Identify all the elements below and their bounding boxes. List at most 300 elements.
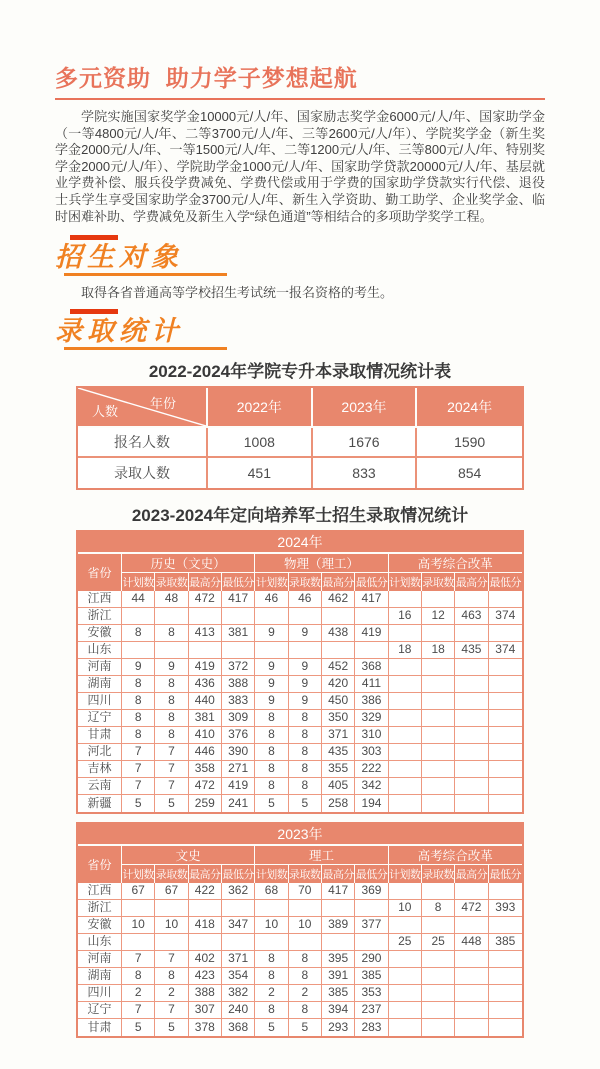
group-header: 理工 <box>255 846 388 865</box>
orange-underline <box>64 347 227 350</box>
value-cell <box>255 608 288 625</box>
province-cell: 山东 <box>78 934 122 951</box>
value-cell <box>489 727 522 744</box>
value-cell: 5 <box>289 1019 322 1036</box>
value-cell <box>455 1019 488 1036</box>
province-cell: 新疆 <box>78 795 122 812</box>
value-cell: 355 <box>322 761 355 778</box>
value-cell: 5 <box>122 1019 155 1036</box>
group-header-row <box>78 554 522 573</box>
value-cell: 16 <box>389 608 422 625</box>
value-cell: 386 <box>355 693 388 710</box>
value-cell <box>355 900 388 917</box>
value-cell: 7 <box>122 951 155 968</box>
value-cell: 5 <box>255 1019 288 1036</box>
table-row <box>78 985 522 1002</box>
value-cell <box>389 917 422 934</box>
value-cell <box>289 934 322 951</box>
column-header: 最低分 <box>489 573 522 591</box>
value-cell <box>155 608 188 625</box>
column-header: 计划数 <box>389 865 422 883</box>
value-cell <box>389 591 422 608</box>
value-cell: 293 <box>322 1019 355 1036</box>
value-cell <box>489 917 522 934</box>
value-cell <box>389 1019 422 1036</box>
value-cell: 9 <box>255 693 288 710</box>
value-cell: 283 <box>355 1019 388 1036</box>
column-header-row <box>78 865 522 883</box>
value-cell <box>489 1019 522 1036</box>
value-cell <box>422 795 455 812</box>
value-cell: 462 <box>322 591 355 608</box>
value-cell <box>322 608 355 625</box>
column-header: 最高分 <box>189 573 222 591</box>
red-accent-bar <box>70 309 118 314</box>
value-cell <box>389 761 422 778</box>
value-cell: 438 <box>322 625 355 642</box>
table-row <box>78 676 522 693</box>
value-cell: 376 <box>222 727 255 744</box>
value-cell: 5 <box>255 795 288 812</box>
value-cell: 2 <box>255 985 288 1002</box>
group-header: 高考综合改革 <box>389 846 522 865</box>
table-row <box>78 428 522 458</box>
red-accent-bar <box>70 235 118 240</box>
province-cell: 河南 <box>78 659 122 676</box>
value-cell <box>222 900 255 917</box>
value-cell: 5 <box>289 795 322 812</box>
value-cell: 347 <box>222 917 255 934</box>
value-cell: 353 <box>355 985 388 1002</box>
value-cell <box>389 883 422 900</box>
value-cell <box>489 676 522 693</box>
value-cell <box>355 642 388 659</box>
column-header: 录取数 <box>289 865 322 883</box>
column-header: 最高分 <box>455 865 488 883</box>
corner-cell <box>78 388 208 428</box>
column-header: 录取数 <box>422 573 455 591</box>
value-cell: 350 <box>322 710 355 727</box>
target-body: 取得各省普通高等学校招生考试统一报名资格的考生。 <box>81 285 394 301</box>
value-cell: 10 <box>389 900 422 917</box>
value-cell <box>455 795 488 812</box>
value-cell: 420 <box>322 676 355 693</box>
value-cell: 472 <box>455 900 488 917</box>
value-cell: 385 <box>355 968 388 985</box>
column-header: 最高分 <box>322 865 355 883</box>
province-cell: 四川 <box>78 693 122 710</box>
value-cell <box>489 985 522 1002</box>
value-cell: 10 <box>255 917 288 934</box>
value-cell <box>222 934 255 951</box>
province-cell: 浙江 <box>78 608 122 625</box>
row-label: 录取人数 <box>78 458 208 488</box>
table-row <box>78 608 522 625</box>
value-cell: 417 <box>322 883 355 900</box>
value-cell <box>322 934 355 951</box>
province-cell: 吉林 <box>78 761 122 778</box>
value-cell: 9 <box>289 625 322 642</box>
province-cell: 云南 <box>78 778 122 795</box>
value-cell <box>389 1002 422 1019</box>
value-cell <box>322 900 355 917</box>
target-heading <box>55 235 545 276</box>
value-cell: 2 <box>289 985 322 1002</box>
value-cell <box>155 900 188 917</box>
province-cell: 河南 <box>78 951 122 968</box>
province-cell: 安徽 <box>78 917 122 934</box>
value-cell: 46 <box>289 591 322 608</box>
value-cell <box>389 625 422 642</box>
table-row <box>78 625 522 642</box>
funding-body: 学院实施国家奖学金10000元/人/年、国家励志奖学金6000元/人/年、国家助学金（一等4800元/人/年、二等3700元/人/年、三等2600元/人/年）、学院奖学金（新生奖学金2000元/人/年、一等1500元/人/年、二等1200元/人/年、三等800元/人/年、特别奖学金2000元/人/年）、学院助学金1000元/人/年、国家助学贷款20000元/人/年、基层就业学费补偿、服兵役学费减免、学费代偿或用于学费的国家助学贷款实行代偿、退役士兵学生享受国家助学金3700元/人/年、新生入学资助、勤工助学、企业奖学金、临时困难补助、学费减免及新生入学“绿色通道”等相结合的多项助学奖学工程。 <box>55 109 545 224</box>
value-cell: 303 <box>355 744 388 761</box>
value-cell: 25 <box>422 934 455 951</box>
value-cell <box>222 608 255 625</box>
value-cell: 8 <box>122 710 155 727</box>
military-table-2023-host <box>55 822 545 1038</box>
table-row <box>78 900 522 917</box>
column-header: 最低分 <box>222 573 255 591</box>
value-cell: 8 <box>255 968 288 985</box>
value-cell <box>222 642 255 659</box>
value-cell: 419 <box>189 659 222 676</box>
military-stats-table-1 <box>76 822 524 1038</box>
value-cell: 385 <box>322 985 355 1002</box>
value-cell: 9 <box>155 659 188 676</box>
value-cell: 44 <box>122 591 155 608</box>
group-header: 历史（文史） <box>122 554 255 573</box>
value-cell: 68 <box>255 883 288 900</box>
table-row <box>78 710 522 727</box>
value-cell <box>155 934 188 951</box>
value-cell: 259 <box>189 795 222 812</box>
column-header: 最低分 <box>355 573 388 591</box>
province-cell: 湖南 <box>78 676 122 693</box>
military-table-title: 2023-2024年定向培养军士招生录取情况统计 <box>131 505 469 525</box>
value-cell: 8 <box>255 744 288 761</box>
value-cell <box>422 1002 455 1019</box>
value-cell: 258 <box>322 795 355 812</box>
value-cell <box>455 778 488 795</box>
value-cell: 381 <box>222 625 255 642</box>
value-cell <box>489 659 522 676</box>
funding-section <box>55 64 545 225</box>
value-cell: 12 <box>422 608 455 625</box>
province-cell: 江西 <box>78 591 122 608</box>
value-cell <box>422 1019 455 1036</box>
corner-label-count: 人数 <box>92 403 119 419</box>
value-cell <box>455 917 488 934</box>
value-cell: 422 <box>189 883 222 900</box>
value-cell: 854 <box>417 458 522 488</box>
row-label: 报名人数 <box>78 428 208 458</box>
province-cell: 甘肃 <box>78 727 122 744</box>
value-cell: 368 <box>222 1019 255 1036</box>
value-cell: 389 <box>322 917 355 934</box>
year-banner-row <box>78 532 522 554</box>
value-cell: 8 <box>122 676 155 693</box>
value-cell <box>255 642 288 659</box>
value-cell: 241 <box>222 795 255 812</box>
value-cell <box>289 900 322 917</box>
value-cell: 9 <box>289 659 322 676</box>
military-table-2024-host <box>55 530 545 814</box>
stats-heading <box>55 309 545 350</box>
year-banner: 2023年 <box>78 824 522 846</box>
province-cell: 河北 <box>78 744 122 761</box>
value-cell: 7 <box>122 761 155 778</box>
value-cell <box>422 659 455 676</box>
value-cell: 410 <box>189 727 222 744</box>
value-cell: 371 <box>222 951 255 968</box>
table-row <box>78 659 522 676</box>
value-cell <box>455 761 488 778</box>
value-cell <box>255 900 288 917</box>
value-cell: 8 <box>289 727 322 744</box>
value-cell: 8 <box>289 1002 322 1019</box>
value-cell: 5 <box>122 795 155 812</box>
table-row <box>78 917 522 934</box>
value-cell: 9 <box>255 676 288 693</box>
value-cell: 1590 <box>417 428 522 458</box>
value-cell: 9 <box>255 625 288 642</box>
province-cell: 四川 <box>78 985 122 1002</box>
value-cell: 18 <box>422 642 455 659</box>
value-cell <box>455 1002 488 1019</box>
value-cell: 358 <box>189 761 222 778</box>
value-cell: 371 <box>322 727 355 744</box>
value-cell <box>122 934 155 951</box>
year-header: 2023年 <box>313 388 418 428</box>
province-cell: 湖南 <box>78 968 122 985</box>
value-cell: 382 <box>222 985 255 1002</box>
value-cell: 8 <box>255 778 288 795</box>
value-cell: 385 <box>489 934 522 951</box>
value-cell <box>122 900 155 917</box>
value-cell: 70 <box>289 883 322 900</box>
value-cell: 67 <box>122 883 155 900</box>
value-cell <box>289 642 322 659</box>
value-cell: 833 <box>313 458 418 488</box>
upgrade-header-row <box>78 388 522 428</box>
table-row <box>78 727 522 744</box>
province-cell: 江西 <box>78 883 122 900</box>
value-cell <box>489 710 522 727</box>
value-cell: 377 <box>355 917 388 934</box>
value-cell: 7 <box>155 1002 188 1019</box>
value-cell: 381 <box>189 710 222 727</box>
value-cell: 329 <box>355 710 388 727</box>
value-cell: 7 <box>122 744 155 761</box>
value-cell <box>489 778 522 795</box>
value-cell: 374 <box>489 642 522 659</box>
value-cell: 1008 <box>208 428 313 458</box>
column-header: 录取数 <box>289 573 322 591</box>
value-cell: 7 <box>155 778 188 795</box>
table-row <box>78 744 522 761</box>
group-header: 高考综合改革 <box>389 554 522 573</box>
value-cell <box>422 951 455 968</box>
value-cell: 472 <box>189 778 222 795</box>
value-cell: 7 <box>122 1002 155 1019</box>
value-cell: 423 <box>189 968 222 985</box>
value-cell: 417 <box>222 591 255 608</box>
value-cell <box>389 985 422 1002</box>
column-header: 最高分 <box>189 865 222 883</box>
value-cell <box>389 968 422 985</box>
value-cell: 7 <box>122 778 155 795</box>
value-cell: 237 <box>355 1002 388 1019</box>
value-cell <box>489 744 522 761</box>
value-cell <box>255 934 288 951</box>
year-header: 2024年 <box>417 388 522 428</box>
value-cell <box>489 795 522 812</box>
value-cell: 354 <box>222 968 255 985</box>
value-cell <box>455 591 488 608</box>
table-row <box>78 693 522 710</box>
funding-title: 多元资助 助力学子梦想起航 <box>55 65 358 91</box>
value-cell <box>189 608 222 625</box>
value-cell <box>422 693 455 710</box>
value-cell <box>422 968 455 985</box>
value-cell: 8 <box>289 761 322 778</box>
enrollment-target-section <box>55 235 545 302</box>
value-cell <box>189 934 222 951</box>
value-cell: 452 <box>322 659 355 676</box>
value-cell: 194 <box>355 795 388 812</box>
table-row <box>78 458 522 488</box>
value-cell <box>389 693 422 710</box>
value-cell: 67 <box>155 883 188 900</box>
value-cell <box>422 778 455 795</box>
value-cell: 405 <box>322 778 355 795</box>
table-row <box>78 1019 522 1036</box>
province-header: 省份 <box>78 846 122 883</box>
value-cell <box>489 951 522 968</box>
value-cell: 10 <box>155 917 188 934</box>
value-cell <box>155 642 188 659</box>
value-cell <box>455 693 488 710</box>
value-cell <box>389 795 422 812</box>
value-cell <box>422 676 455 693</box>
value-cell: 463 <box>455 608 488 625</box>
column-header: 最低分 <box>222 865 255 883</box>
value-cell: 388 <box>189 985 222 1002</box>
military-stats-table-0 <box>76 530 524 814</box>
value-cell: 307 <box>189 1002 222 1019</box>
value-cell <box>455 951 488 968</box>
province-cell: 浙江 <box>78 900 122 917</box>
value-cell <box>422 625 455 642</box>
value-cell: 378 <box>189 1019 222 1036</box>
value-cell: 8 <box>155 710 188 727</box>
value-cell: 9 <box>289 693 322 710</box>
value-cell <box>355 934 388 951</box>
value-cell: 8 <box>289 710 322 727</box>
province-cell: 辽宁 <box>78 710 122 727</box>
value-cell: 383 <box>222 693 255 710</box>
column-header: 录取数 <box>422 865 455 883</box>
corner-label-year: 年份 <box>149 395 176 411</box>
value-cell: 391 <box>322 968 355 985</box>
value-cell: 419 <box>222 778 255 795</box>
value-cell: 7 <box>155 761 188 778</box>
value-cell: 8 <box>122 968 155 985</box>
column-header: 最低分 <box>489 865 522 883</box>
table-row <box>78 1002 522 1019</box>
table-row <box>78 951 522 968</box>
value-cell: 419 <box>355 625 388 642</box>
upgrade-table-title: 2022-2024年学院专升本录取情况统计表 <box>148 361 452 381</box>
value-cell: 5 <box>155 1019 188 1036</box>
value-cell: 46 <box>255 591 288 608</box>
value-cell: 472 <box>189 591 222 608</box>
column-header: 计划数 <box>122 573 155 591</box>
value-cell: 411 <box>355 676 388 693</box>
value-cell: 390 <box>222 744 255 761</box>
value-cell: 8 <box>155 625 188 642</box>
province-cell: 甘肃 <box>78 1019 122 1036</box>
value-cell: 10 <box>122 917 155 934</box>
value-cell: 417 <box>355 591 388 608</box>
value-cell: 10 <box>289 917 322 934</box>
upgrade-table <box>76 386 524 490</box>
value-cell: 8 <box>155 727 188 744</box>
value-cell: 8 <box>255 727 288 744</box>
value-cell: 5 <box>155 795 188 812</box>
value-cell <box>489 625 522 642</box>
value-cell: 8 <box>289 744 322 761</box>
value-cell: 8 <box>122 693 155 710</box>
value-cell: 446 <box>189 744 222 761</box>
group-header: 文史 <box>122 846 255 865</box>
year-header: 2022年 <box>208 388 313 428</box>
value-cell <box>389 778 422 795</box>
value-cell: 2 <box>122 985 155 1002</box>
value-cell: 8 <box>289 968 322 985</box>
value-cell: 9 <box>255 659 288 676</box>
value-cell: 402 <box>189 951 222 968</box>
value-cell: 435 <box>322 744 355 761</box>
value-cell: 8 <box>422 900 455 917</box>
province-header: 省份 <box>78 554 122 591</box>
value-cell <box>455 883 488 900</box>
value-cell <box>489 968 522 985</box>
value-cell <box>455 676 488 693</box>
value-cell: 8 <box>255 710 288 727</box>
value-cell: 7 <box>155 951 188 968</box>
stats-heading-title: 录取统计 <box>55 315 183 346</box>
value-cell <box>389 676 422 693</box>
table-row <box>78 591 522 608</box>
value-cell <box>322 642 355 659</box>
value-cell: 271 <box>222 761 255 778</box>
value-cell <box>289 608 322 625</box>
value-cell: 8 <box>255 951 288 968</box>
value-cell <box>489 693 522 710</box>
value-cell <box>389 659 422 676</box>
value-cell <box>489 761 522 778</box>
value-cell: 310 <box>355 727 388 744</box>
value-cell: 8 <box>289 951 322 968</box>
value-cell: 309 <box>222 710 255 727</box>
value-cell <box>455 727 488 744</box>
column-header: 最高分 <box>322 573 355 591</box>
value-cell: 440 <box>189 693 222 710</box>
value-cell: 435 <box>455 642 488 659</box>
value-cell: 436 <box>189 676 222 693</box>
